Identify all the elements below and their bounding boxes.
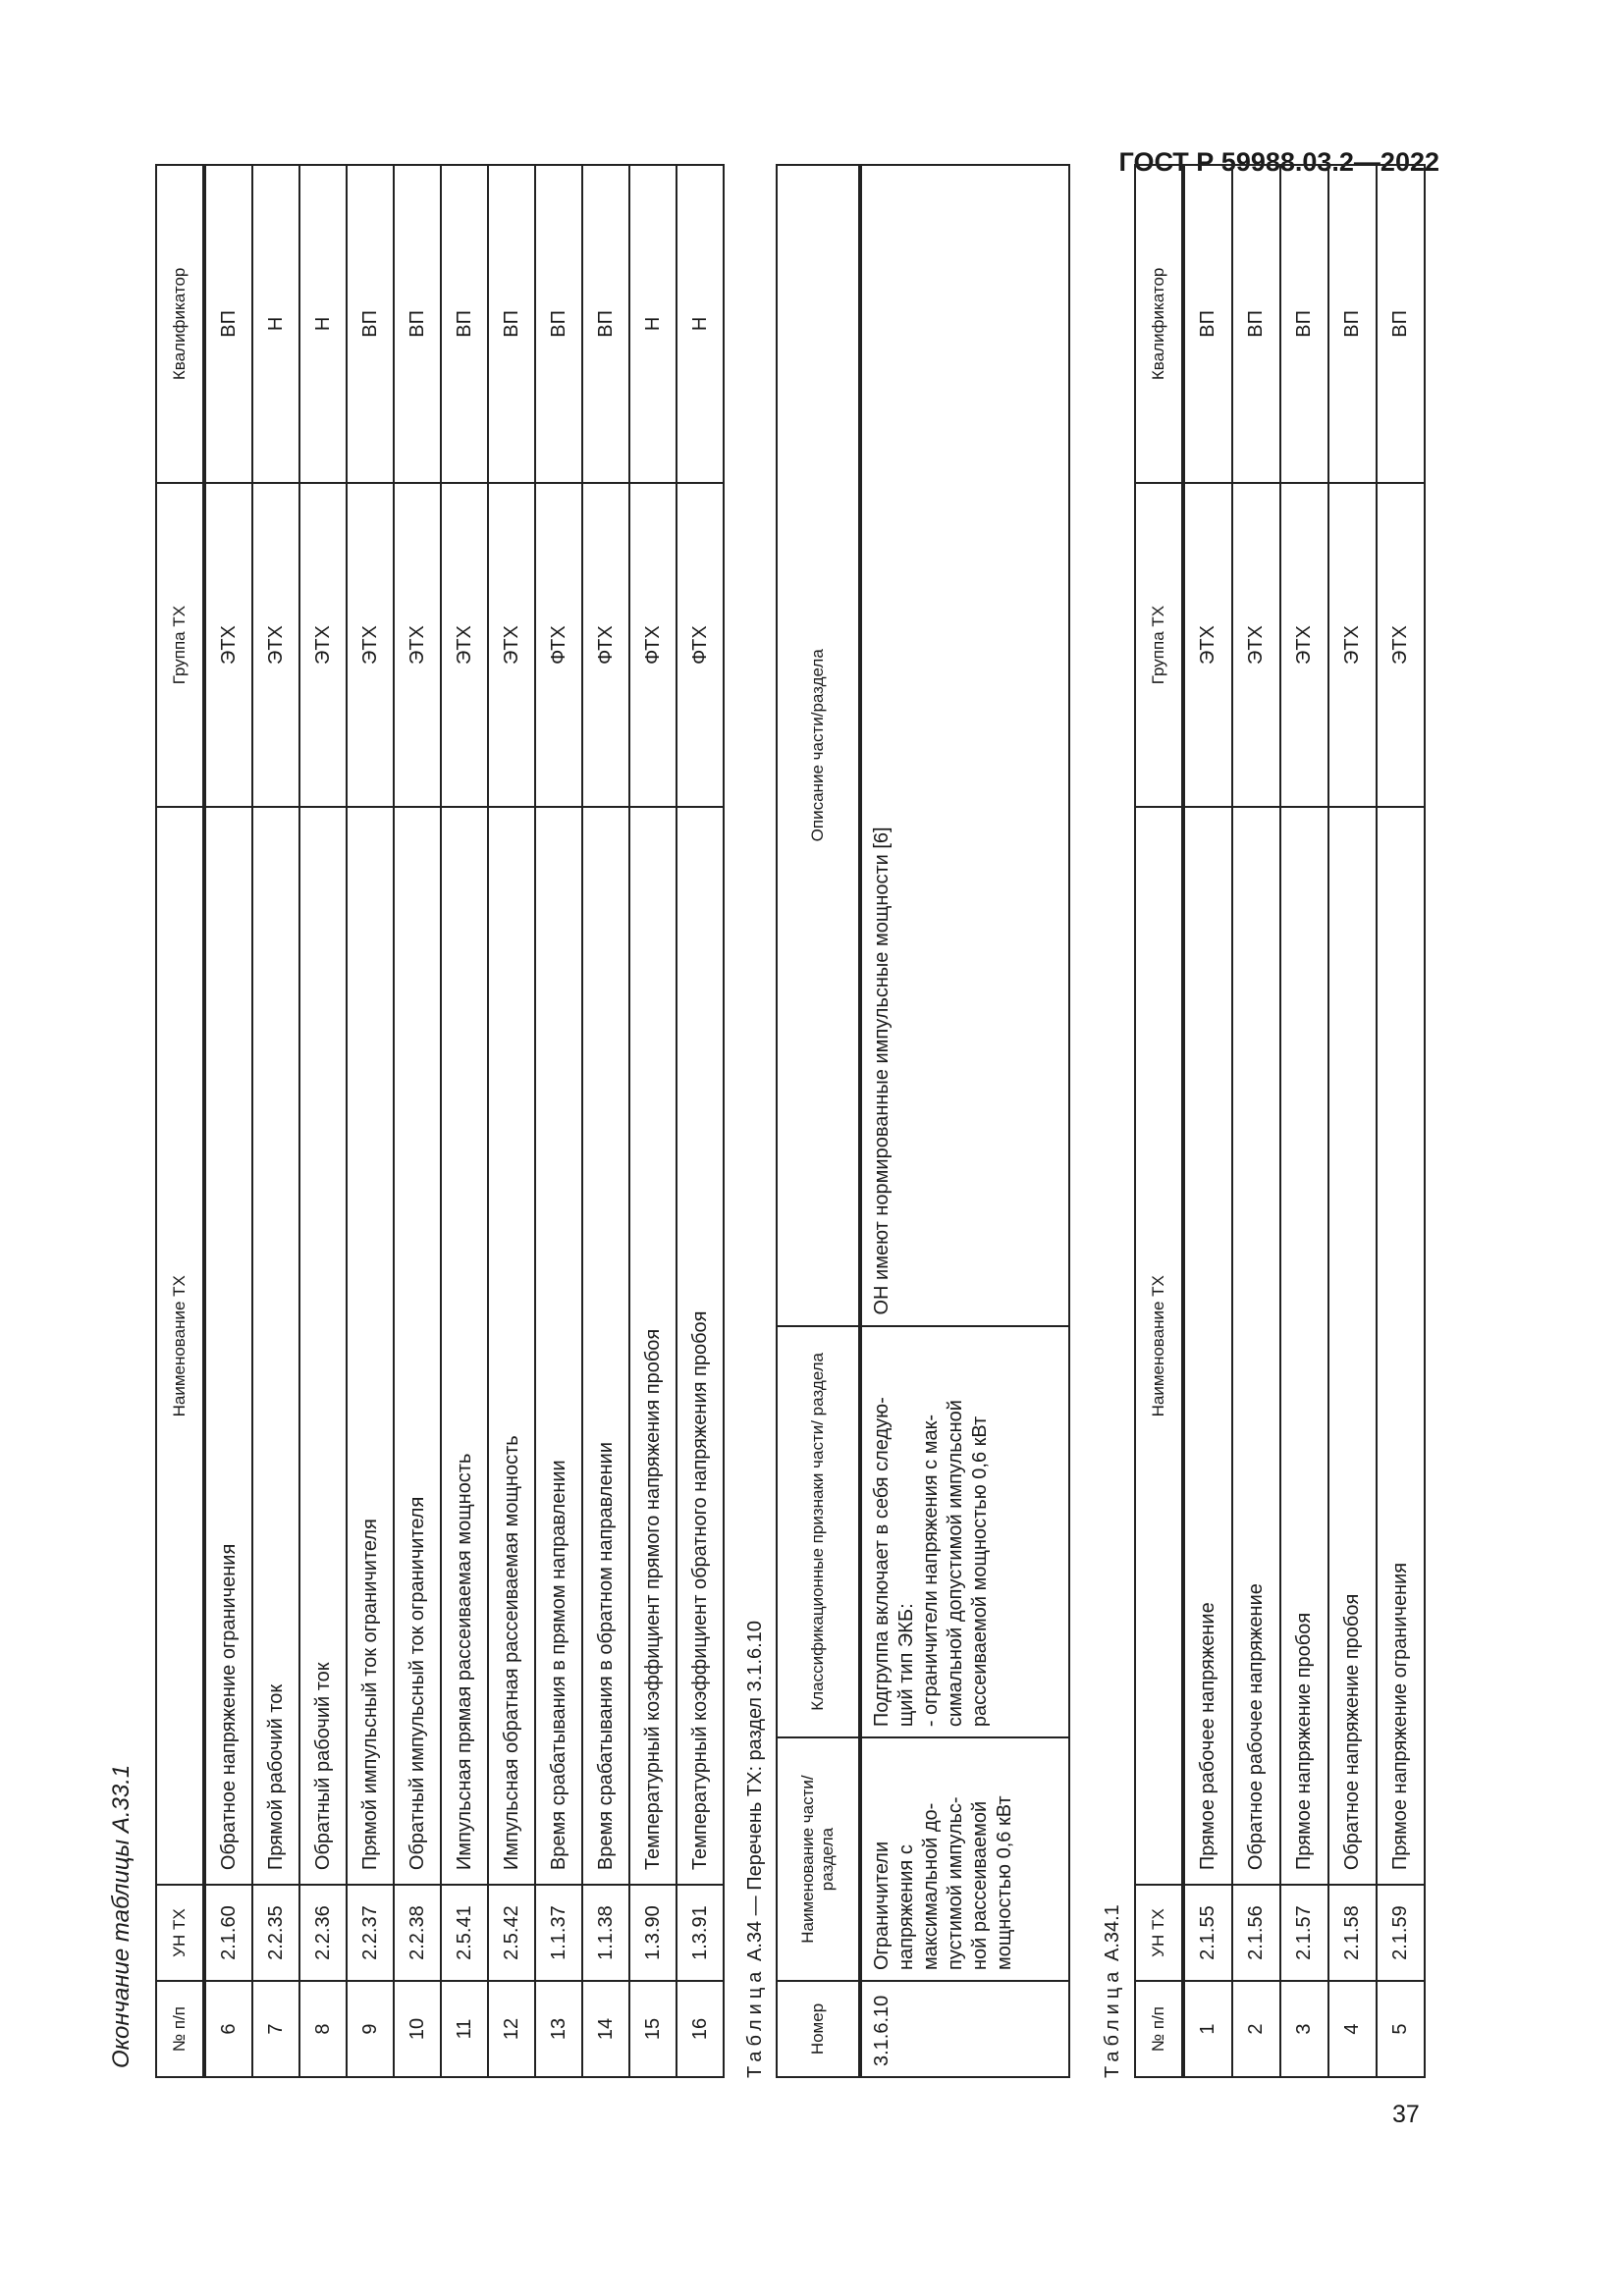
characteristic-name: Прямое рабочее напряжение <box>1183 807 1232 1885</box>
characteristic-group: ЭТХ <box>1280 483 1328 808</box>
table-continuation-caption: Окончание таблицы А.33.1 <box>108 1764 135 2068</box>
characteristic-name: Прямой импульсный ток ограничителя <box>347 807 394 1885</box>
qualifier: ВП <box>1183 165 1232 483</box>
characteristic-name: Обратное рабочее напряжение <box>1232 807 1280 1885</box>
document-standard-code: ГОСТ Р 59988.03.2—2022 <box>1118 147 1439 177</box>
qualifier: Н <box>299 165 347 483</box>
characteristic-group: ЭТХ <box>441 483 488 808</box>
table-row <box>299 165 347 2077</box>
column-header: Группа ТХ <box>156 483 204 808</box>
characteristic-code: 2.1.59 <box>1377 1885 1425 1981</box>
characteristic-group: ЭТХ <box>394 483 441 808</box>
qualifier: ВП <box>1377 165 1425 483</box>
characteristic-code: 1.3.91 <box>677 1885 724 1981</box>
row-number: 2 <box>1232 1981 1280 2077</box>
characteristic-group: ЭТХ <box>1328 483 1377 808</box>
table-header-row <box>1135 165 1183 2077</box>
table-body <box>1183 165 1425 2077</box>
table-row <box>204 165 252 2077</box>
qualifier: ВП <box>1328 165 1377 483</box>
section-description: ОН имеют нормированные импульсные мощности [6] <box>860 165 1069 1326</box>
table-row <box>1280 165 1328 2077</box>
row-number: 6 <box>204 1981 252 2077</box>
column-header: Наименование ТХ <box>1135 807 1183 1885</box>
classification-features <box>860 1326 1069 1738</box>
row-number: 9 <box>347 1981 394 2077</box>
row-number: 3 <box>1280 1981 1328 2077</box>
row-number: 12 <box>488 1981 535 2077</box>
characteristic-group: ЭТХ <box>1183 483 1232 808</box>
characteristic-code: 2.1.57 <box>1280 1885 1328 1981</box>
text-line: мощностью 0,6 кВт <box>994 1795 1015 1971</box>
column-header: № п/п <box>156 1981 204 2077</box>
characteristic-code: 2.1.55 <box>1183 1885 1232 1981</box>
column-header: Квалификатор <box>1135 165 1183 483</box>
row-number: 5 <box>1377 1981 1425 2077</box>
characteristic-code: 2.2.35 <box>252 1885 299 1981</box>
characteristic-name: Импульсная обратная рассеиваемая мощность <box>488 807 535 1885</box>
table-word: Таблица <box>1102 1966 1123 2078</box>
table-row <box>488 165 535 2077</box>
row-number: 15 <box>629 1981 677 2077</box>
characteristic-group: ЭТХ <box>1232 483 1280 808</box>
table-row <box>677 165 724 2077</box>
column-header: Группа ТХ <box>1135 483 1183 808</box>
characteristic-group: ЭТХ <box>488 483 535 808</box>
row-number: 10 <box>394 1981 441 2077</box>
table-a34-1-label <box>1102 1904 1124 2078</box>
characteristic-code: 2.2.37 <box>347 1885 394 1981</box>
characteristic-code: 2.2.38 <box>394 1885 441 1981</box>
characteristic-code: 2.5.41 <box>441 1885 488 1981</box>
characteristic-name: Обратное напряжение ограничения <box>204 807 252 1885</box>
section-number: 3.1.6.10 <box>860 1981 1069 2077</box>
row-number: 14 <box>582 1981 629 2077</box>
characteristic-name: Обратный рабочий ток <box>299 807 347 1885</box>
table-a34 <box>776 164 1070 2078</box>
table-row <box>347 165 394 2077</box>
table-row <box>441 165 488 2077</box>
text-line: щий тип ЭКБ: <box>895 1603 917 1728</box>
table-a33-1-end <box>155 164 725 2078</box>
characteristic-name: Прямое напряжение пробоя <box>1280 807 1328 1885</box>
table-row <box>394 165 441 2077</box>
row-number: 4 <box>1328 1981 1377 2077</box>
text-line: пустимой импульс- <box>945 1796 966 1971</box>
table-row <box>582 165 629 2077</box>
qualifier: ВП <box>1232 165 1280 483</box>
rotated-page-content <box>108 164 1512 2078</box>
text-line: максимальной до- <box>920 1802 942 1971</box>
row-number: 7 <box>252 1981 299 2077</box>
characteristic-code: 1.3.90 <box>629 1885 677 1981</box>
row-number: 13 <box>535 1981 582 2077</box>
text-line: симальной допустимой импульсной <box>945 1400 966 1728</box>
table-header-row <box>156 165 204 2077</box>
characteristic-group: ЭТХ <box>347 483 394 808</box>
characteristic-name: Обратное напряжение пробоя <box>1328 807 1377 1885</box>
qualifier: ВП <box>535 165 582 483</box>
qualifier: ВП <box>441 165 488 483</box>
characteristic-group: ФТХ <box>629 483 677 808</box>
characteristic-group: ФТХ <box>677 483 724 808</box>
characteristic-code: 2.1.56 <box>1232 1885 1280 1981</box>
section-name <box>860 1737 1069 1981</box>
characteristic-name: Температурный коэффициент прямого напряжения пробоя <box>629 807 677 1885</box>
column-header: № п/п <box>1135 1981 1183 2077</box>
qualifier: ВП <box>488 165 535 483</box>
text-line: ной рассеиваемой <box>969 1800 991 1971</box>
qualifier: Н <box>629 165 677 483</box>
qualifier: ВП <box>347 165 394 483</box>
table-a34-1 <box>1134 164 1426 2078</box>
characteristic-group: ФТХ <box>582 483 629 808</box>
characteristic-name: Температурный коэффициент обратного напряжения пробоя <box>677 807 724 1885</box>
characteristic-group: ЭТХ <box>252 483 299 808</box>
column-header: Описание части/раздела <box>777 165 860 1326</box>
qualifier: ВП <box>394 165 441 483</box>
qualifier: ВП <box>582 165 629 483</box>
text-line: Ограничители <box>871 1841 893 1971</box>
qualifier: Н <box>677 165 724 483</box>
characteristic-group: ЭТХ <box>204 483 252 808</box>
characteristic-group: ФТХ <box>535 483 582 808</box>
table-row <box>1377 165 1425 2077</box>
column-header: Классификационные признаки части/ раздела <box>777 1326 860 1738</box>
characteristic-code: 2.2.36 <box>299 1885 347 1981</box>
characteristic-code: 2.5.42 <box>488 1885 535 1981</box>
characteristic-group: ЭТХ <box>299 483 347 808</box>
table-row <box>629 165 677 2077</box>
row-number: 16 <box>677 1981 724 2077</box>
table-header-row <box>777 165 860 2077</box>
characteristic-name: Импульсная прямая рассеиваемая мощность <box>441 807 488 1885</box>
characteristic-code: 1.1.37 <box>535 1885 582 1981</box>
table-row <box>1232 165 1280 2077</box>
table-row <box>252 165 299 2077</box>
characteristic-code: 2.1.60 <box>204 1885 252 1981</box>
column-header: Наименование части/ раздела <box>777 1737 860 1981</box>
table-body <box>204 165 724 2077</box>
page-number: 37 <box>1392 2101 1420 2128</box>
table-word: Таблица <box>744 1966 766 2078</box>
row-number: 11 <box>441 1981 488 2077</box>
characteristic-name: Время срабатывания в обратном направлении <box>582 807 629 1885</box>
characteristic-name: Прямой рабочий ток <box>252 807 299 1885</box>
qualifier: ВП <box>204 165 252 483</box>
column-header: Номер <box>777 1981 860 2077</box>
characteristic-name: Прямое напряжение ограничения <box>1377 807 1425 1885</box>
column-header: УН ТХ <box>1135 1885 1183 1981</box>
row-number: 1 <box>1183 1981 1232 2077</box>
table-title: А.34 — Перечень ТХ: раздел 3.1.6.10 <box>744 1621 766 1962</box>
text-line: - ограничители напряжения с мак- <box>920 1415 942 1728</box>
characteristic-name: Время срабатывания в прямом направлении <box>535 807 582 1885</box>
table-row <box>535 165 582 2077</box>
text-line: Подгруппа включает в себя следую- <box>871 1397 893 1728</box>
text-line: рассеиваемой мощностью 0,6 кВт <box>969 1415 991 1728</box>
table-title: А.34.1 <box>1102 1904 1123 1962</box>
characteristic-name: Обратный импульсный ток ограничителя <box>394 807 441 1885</box>
qualifier: ВП <box>1280 165 1328 483</box>
characteristic-code: 1.1.38 <box>582 1885 629 1981</box>
column-header: Наименование ТХ <box>156 807 204 1885</box>
table-a34-label <box>744 1621 767 2078</box>
row-number: 8 <box>299 1981 347 2077</box>
table-row <box>860 165 1069 2077</box>
qualifier: Н <box>252 165 299 483</box>
column-header: Квалификатор <box>156 165 204 483</box>
table-row <box>1328 165 1377 2077</box>
characteristic-code: 2.1.58 <box>1328 1885 1377 1981</box>
characteristic-group: ЭТХ <box>1377 483 1425 808</box>
text-line: напряжения с <box>895 1844 917 1971</box>
column-header: УН ТХ <box>156 1885 204 1981</box>
table-row <box>1183 165 1232 2077</box>
